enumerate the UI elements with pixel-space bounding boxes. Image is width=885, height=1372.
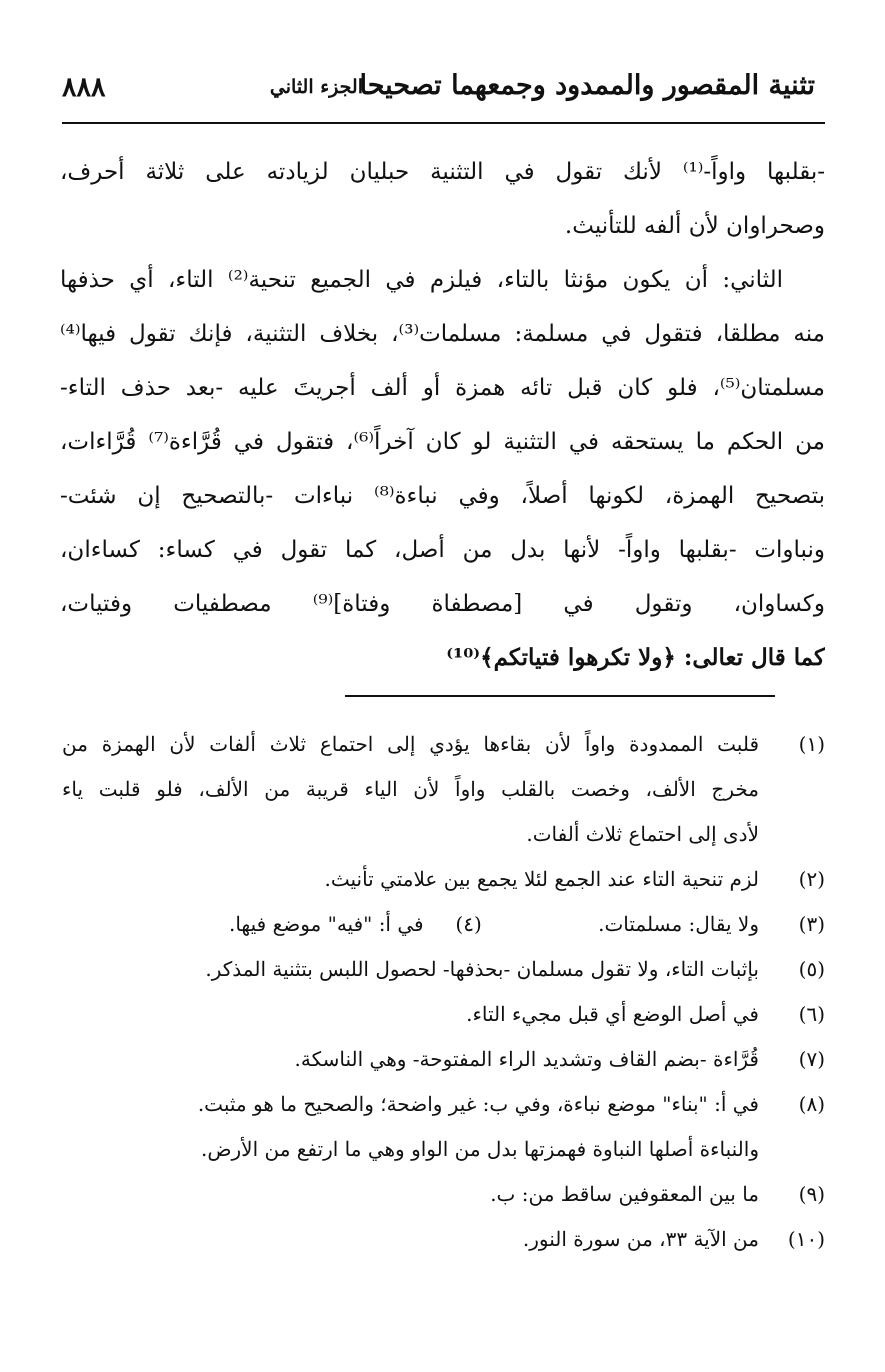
footnotes: [62, 722, 825, 1262]
footnote-text: بإثبات التاء، ولا تقول مسلمان -بحذفها- لحصول اللبس بتثنية المذكر.: [205, 957, 759, 981]
footnote-10: [62, 1217, 825, 1262]
volume-label: الجزء الثاني: [269, 76, 363, 98]
chapter-title: تثنية المقصور والممدود وجمعهما تصحيحا: [359, 70, 815, 101]
footnote-number: (٨): [798, 1092, 825, 1116]
footnote-text: قُرَّاءة -بضم القاف وتشديد الراء المفتوحة- وهي الناسكة.: [294, 1047, 759, 1071]
quran-verse-line: كما قال تعالى: ﴿ولا تكرهوا فتياتكم﴾⁽¹⁰⁾: [446, 644, 825, 671]
footnote-number: (١٠): [787, 1227, 825, 1251]
text-line: ونباوات -بقلبها واواً- لأنها بدل من أصل، كما تقول في كساء: كساءان،: [60, 537, 825, 563]
main-text: [60, 145, 825, 685]
footnote-number: (٧): [798, 1047, 825, 1071]
footnote-text: والنباءة أصلها النباوة فهمزتها بدل من الواو وهي ما ارتفع من الأرض.: [200, 1137, 759, 1161]
footnote-2: [62, 857, 825, 902]
footnote-number: (٥): [798, 957, 825, 981]
page-number: ٨٨٨: [62, 72, 106, 103]
footnote-text: قلبت الممدودة واواً لأن بقاءها يؤدي إلى احتماع ثلاث ألفات لأن الهمزة من: [62, 732, 759, 756]
footnote-text: لزم تنحية التاء عند الجمع لئلا يجمع بين علامتي تأنيث.: [324, 867, 759, 891]
footnote-text: من الآية ٣٣، من سورة النور.: [522, 1227, 759, 1251]
footnote-5: [62, 947, 825, 992]
text-line: -بقلبها واواً-⁽¹⁾ لأنك تقول في التثنية حبليان لزيادته على ثلاثة أحرف،: [60, 159, 825, 185]
footnote-text: في أ: "فيه" موضع فيها.: [228, 912, 424, 936]
footnote-text: ما بين المعقوفين ساقط من: ب.: [490, 1182, 759, 1206]
text-line: من الحكم ما يستحقه في التثنية لو كان آخراً⁽⁶⁾، فتقول في قُرَّاءة⁽⁷⁾ قُرَّاءات،: [60, 429, 825, 455]
footnote-9: [62, 1172, 825, 1217]
footnote-6: [62, 992, 825, 1037]
footnote-number: (٢): [798, 867, 825, 891]
footnote-number: (٣): [798, 912, 825, 936]
footnote-1-cont: [62, 812, 825, 857]
text-line: وصحراوان لأن ألفه للتأنيث.: [564, 213, 825, 239]
footnote-3-4: [62, 902, 825, 947]
footnote-text: مخرج الألف، وخصت بالقلب واواً لأن الياء قريبة من الألف، فلو قلبت ياء: [62, 777, 759, 801]
running-header: [62, 70, 823, 114]
footnote-7: [62, 1037, 825, 1082]
footnote-8-cont: [62, 1127, 825, 1172]
footnote-8: [62, 1082, 825, 1127]
footnote-text: في أصل الوضع أي قبل مجيء التاء.: [466, 1002, 759, 1026]
footnote-number: (٤): [455, 912, 482, 936]
text-line: بتصحيح الهمزة، لكونها أصلاً، وفي نباءة⁽⁸⁾ نباءات -بالتصحيح إن شئت-: [60, 483, 825, 509]
footnote-text: في أ: "بناء" موضع نباءة، وفي ب: غير واضحة؛ والصحيح ما هو مثبت.: [197, 1092, 759, 1116]
footnote-number: (١): [798, 732, 825, 756]
text-line: مسلمتان⁽⁵⁾، فلو كان قبل تائه همزة أو ألف أجريتَ عليه -بعد حذف التاء-: [60, 375, 825, 401]
footnote-number: (٦): [798, 1002, 825, 1026]
footnote-1: [62, 722, 825, 767]
footnote-number: (٩): [798, 1182, 825, 1206]
text-line: منه مطلقا، فتقول في مسلمة: مسلمات⁽³⁾، بخلاف التثنية، فإنك تقول فيها⁽⁴⁾: [60, 321, 825, 347]
footnote-1-cont: [62, 767, 825, 812]
text-line: وكساوان، وتقول في [مصطفاة وفتاة]⁽⁹⁾ مصطفيات وفتيات،: [60, 591, 825, 617]
footnote-divider: [345, 695, 775, 697]
footnote-text: ولا يقال: مسلمتات.: [598, 912, 759, 936]
footnote-text: لأدى إلى احتماع ثلاث ألفات.: [526, 822, 759, 846]
text-line: الثاني: أن يكون مؤنثا بالتاء، فيلزم في الجميع تنحية⁽²⁾ التاء، أي حذفها: [60, 267, 783, 293]
header-divider: [62, 122, 825, 124]
